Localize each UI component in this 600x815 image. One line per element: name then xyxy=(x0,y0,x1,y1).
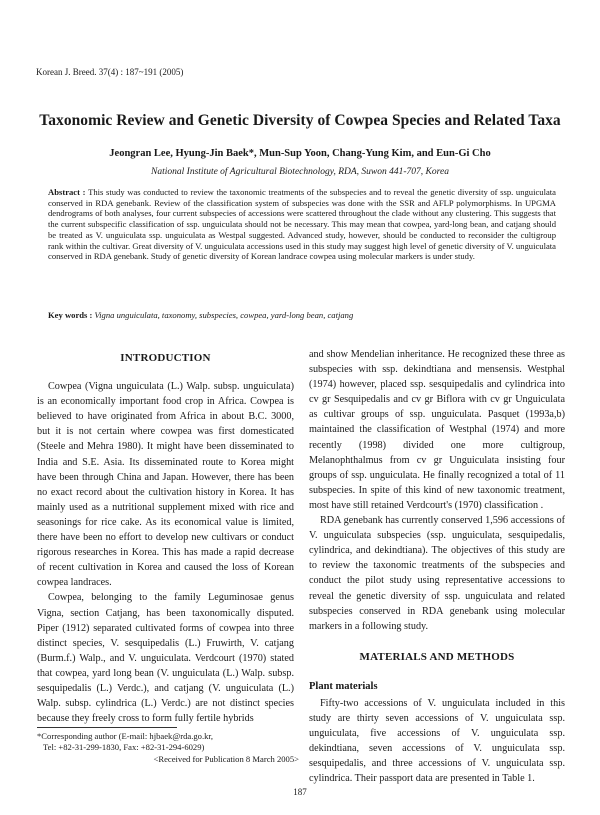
author-list: Jeongran Lee, Hyung-Jin Baek*, Mun-Sup Yoon, Chang-Yung Kim, and Eun-Gi Cho xyxy=(109,148,491,159)
plant-materials-heading: Plant materials xyxy=(309,680,378,692)
introduction-paragraph-3: and show Mendelian inheritance. He recognized these three as subspecies with ssp. dekindtiana and mensensis. Westphal (1974) however, placed ssp. sesquipedalis and cylindrica into cv gr Sesquipedalis and cv gr Biflora with cv gr Unguiculata as cultivar groups of ssp. unguiculata. Pasquet (1993a,b) maintained the classification of Westphal (1974) and more recently (1998) divided one more cultigroup, Melanophthalmus from cv gr Unguiculata insisting four groups of ssp. unguiculata. He finally recognized a total of 11 subspecies. In spite of this kind of new taxonomic treatment, most have still retained Verdcourt's (1970) classification . xyxy=(309,349,565,511)
footnote-contact: Tel: +82-31-299-1830, Fax: +82-31-294-6029) xyxy=(43,742,205,753)
footnote-author: *Corresponding author (E-mail: hjbaek@rda.go.kr, xyxy=(37,731,214,741)
keywords-label: Key words : xyxy=(48,310,95,320)
keywords xyxy=(48,310,556,321)
footnote-divider xyxy=(37,727,177,728)
keywords-text: Vigna unguiculata, taxonomy, subspecies, cowpea, yard-long bean, catjang xyxy=(94,310,354,320)
left-column xyxy=(37,347,294,726)
footnote-received: <Received for Publication 8 March 2005> xyxy=(153,753,299,764)
introduction-heading: INTRODUCTION xyxy=(120,352,211,364)
right-column xyxy=(309,347,565,787)
abstract-label: Abstract : xyxy=(48,187,89,197)
journal-citation: Korean J. Breed. 37(4) : 187~191 (2005) xyxy=(36,67,184,77)
page-number: 187 xyxy=(293,787,307,797)
introduction-paragraph-2: Cowpea, belonging to the family Leguminosae genus Vigna, section Catjang, has been taxonomically disputed. Piper (1912) separated cultivated forms of cowpea into three distinct species, V. sesquipedalis (L.) Fruwirth, V. catjang (Burm.f.) Walp., and V. unguiculata. Verdcourt (1970) stated that cowpea, yard long bean (V. unguiculata (L.) Walp. subsp. sesquipedalis (L.) Verdc.), and catjang (V. unguiculata (L.) Walp. subsp. cylindrica (L.) Verdc.) are not distinct species because they freely cross to form fully fertile hybrids xyxy=(37,592,294,725)
methods-heading: MATERIALS AND METHODS xyxy=(359,650,515,663)
abstract xyxy=(48,187,556,262)
author-affiliation: National Institute of Agricultural Biotechnology, RDA, Suwon 441-707, Korea xyxy=(151,167,449,177)
introduction-paragraph-4: RDA genebank has currently conserved 1,596 accessions of V. unguiculata subspecies (ssp. unguiculata, sesquipedalis, cylindrica, and dekindtiana). The objectives of this study are to review the taxonomic treatments of the subspecies and conduct the pilot study using representative accessions to reveal the genetic diversity of ssp. unguiculata and related subspecies conserved in RDA genebank using molecular markers in a following study. xyxy=(309,515,565,632)
paper-title: Taxonomic Review and Genetic Diversity of Cowpea Species and Related Taxa xyxy=(39,112,561,129)
abstract-text: This study was conducted to review the taxonomic treatments of the subspecies and to reveal the genetic diversity of ssp. unguiculata conserved in RDA genebank. Review of the classification system of subspecies was done with the SSR and AFLP polymorphisms. In UPGMA dendrograms of both analyses, four current subspecies of accessions were scattered throughout the clade without any clustering. This suggests that the current subspecific classification of ssp. unguiculata should not be necessary. This may mean that cowpea, yard-long bean, and catjang should be treated as V. unguiculata ssp. unguiculata as Westpal suggested. Advanced study, however, should be conducted to reconsider the cultigroup rank within the cultivar. Great diversity of V. unguiculata accessions used in this study may suggest high level of genetic diversity of V. unguiculata conserved in RDA genebank. Study of genetic diversity of Korean landrace cowpea using molecular markers is under study. xyxy=(48,187,556,262)
methods-paragraph-1: Fifty-two accessions of V. unguiculata included in this study are thirty seven accessions of V. unguiculata ssp. unguiculata, five accessions of V. unguiculata ssp. dekindtiana, seven accessions of V. unguiculata ssp. sesquipedalis, and three accessions of V. unguiculata ssp. cylindrica. Their passport data are presented in Table 1. xyxy=(309,697,565,785)
footnote xyxy=(37,731,299,765)
introduction-paragraph-1: Cowpea (Vigna unguiculata (L.) Walp. subsp. unguiculata) is an economically important food crop in Africa. Cowpea is believed to have originated from Africa in about B.C. 3000, but it is not certain where cowpea was first domesticated (Steele and Mehra 1980). It might have been disseminated to India and S.E. Asia. Its disseminated route to Korea might have been through China and Japan. However, there has been no exact record about the cultivation history in Korea. It has mainly used as a nutritional supplement mixed with rice and seasonings for rice cake. As its economical value is limited, there have been no effort to develop new cultivars or conduct rigorous researches in Korea. This has made a rapid decrease of recent cultivation in Korea and caused the loss of Korean cowpea landraces. xyxy=(37,381,294,589)
